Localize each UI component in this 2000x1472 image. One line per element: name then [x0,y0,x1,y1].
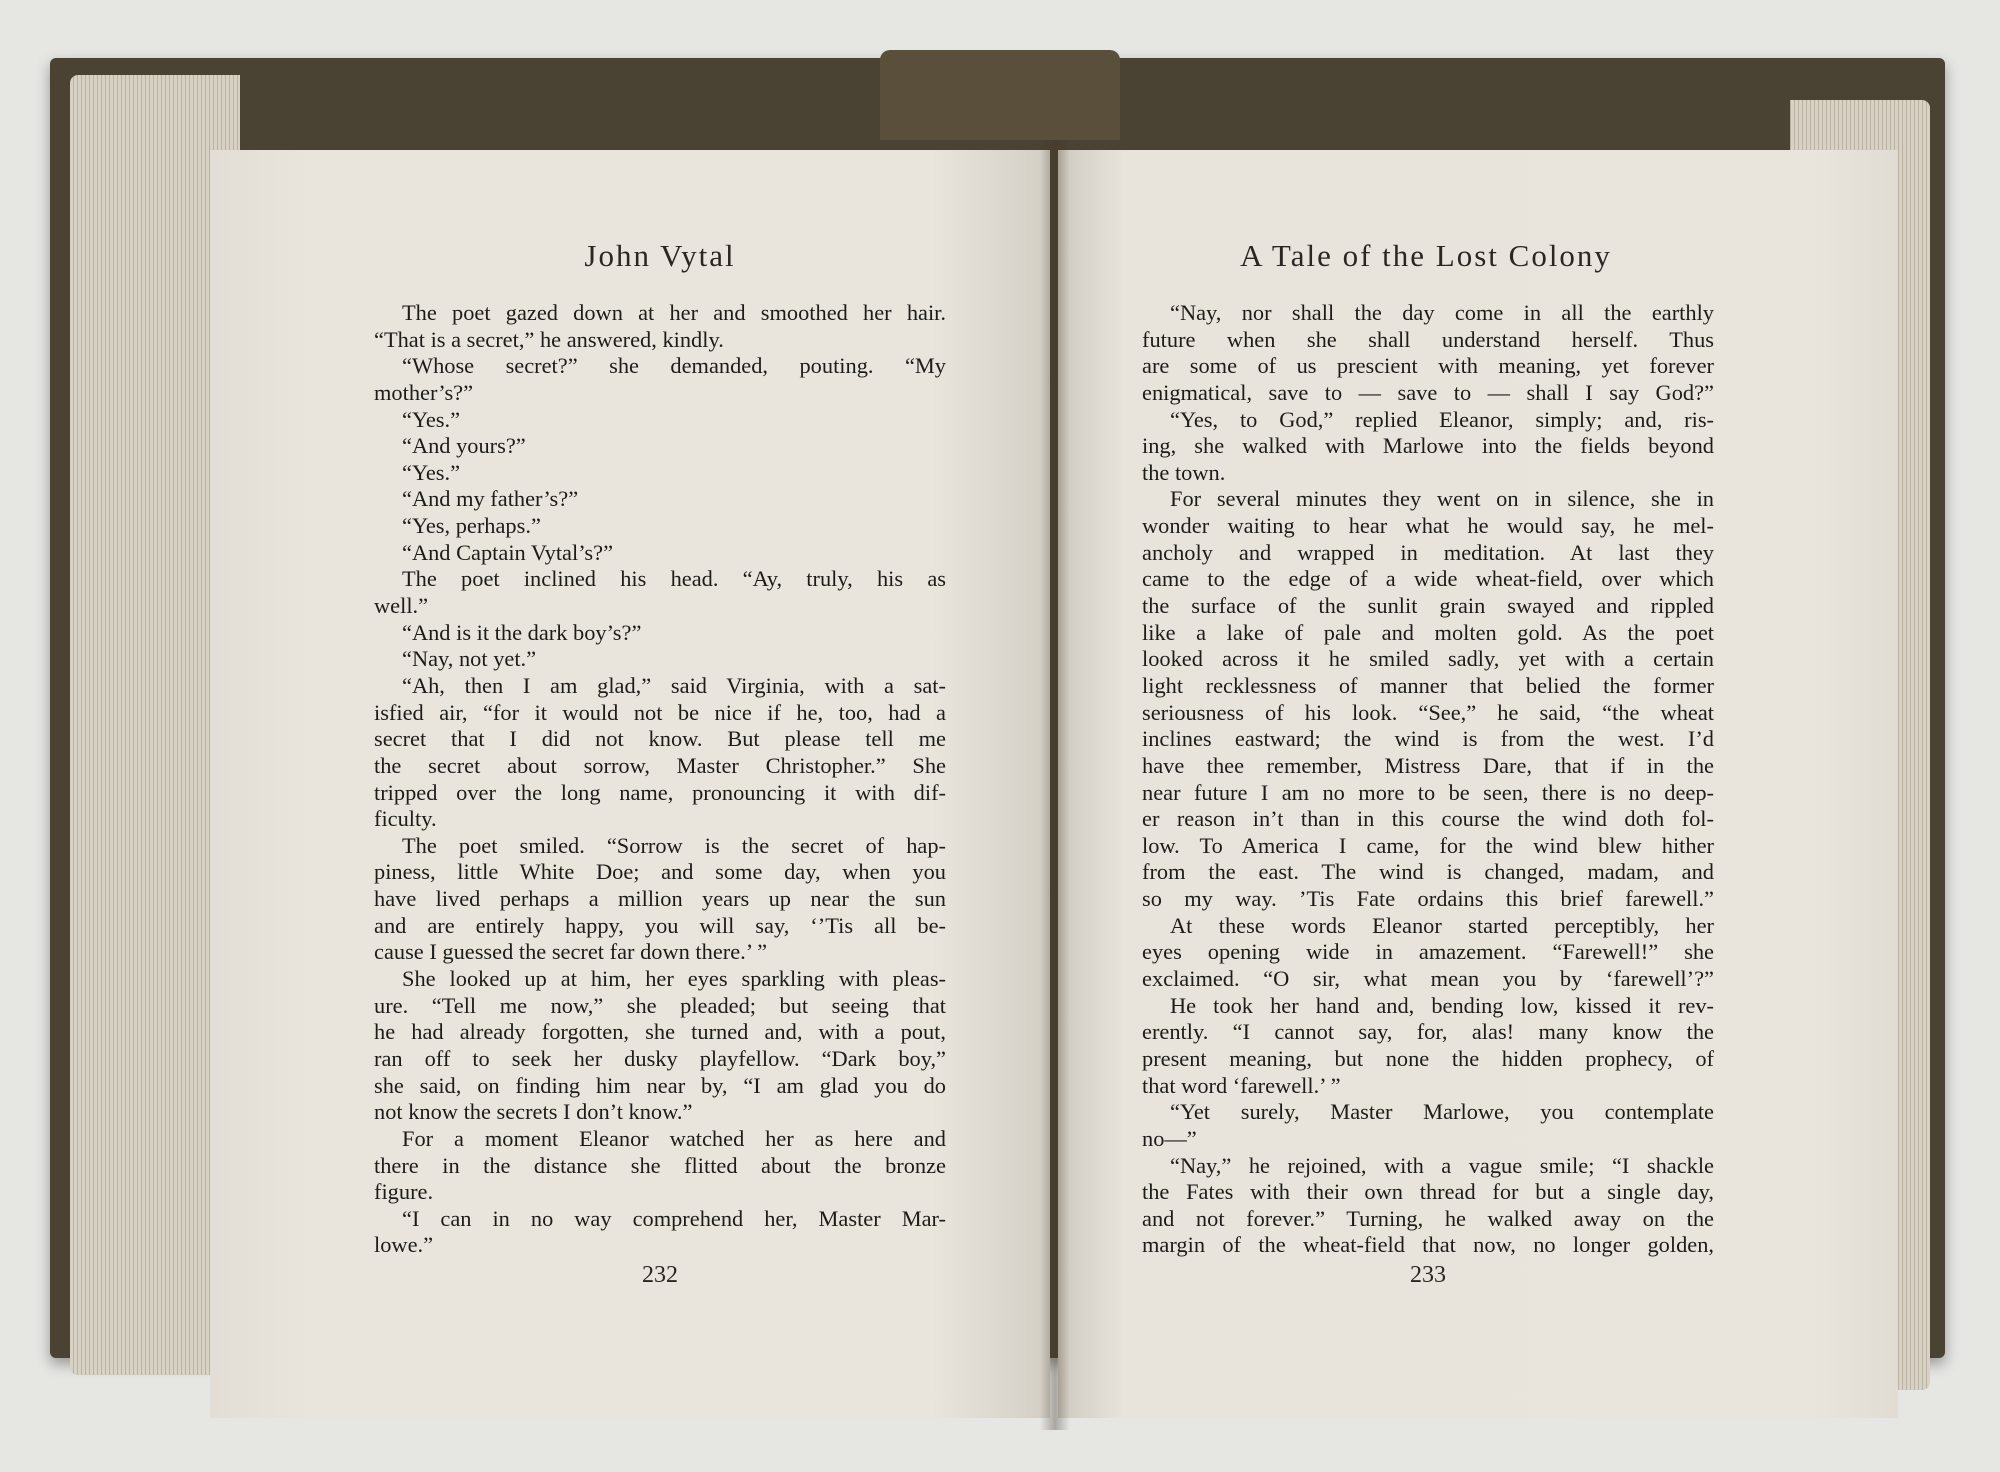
text-line: not know the secrets I don’t know.” [374,1099,693,1125]
text-line: have lived perhaps a million years up near the sun [374,886,946,912]
text-line: At these words Eleanor started perceptibly, her [1170,912,1714,938]
text-line: he had already forgotten, she turned and, with a pout, [374,1019,946,1045]
text-line: erently. “I cannot say, for, alas! many know the [1142,1019,1714,1045]
text-line: “Yes, perhaps.” [402,513,541,539]
text-line: from the east. The wind is changed, madam, and [1142,859,1714,885]
text-line: figure. [374,1179,434,1205]
text-line: and are entirely happy, you will say, ‘’Tis all be- [374,912,946,938]
text-line: “Yes.” [402,406,461,432]
text-line: wonder waiting to hear what he would say, he mel- [1142,513,1714,539]
text-line: “And Captain Vytal’s?” [402,539,614,565]
text-line: came to the edge of a wide wheat-field, over which [1142,566,1714,592]
text-line: “And is it the dark boy’s?” [402,619,642,645]
text-line: secret that I did not know. But please tell me [374,726,946,752]
text-line: inclines eastward; the wind is from the west. I’d [1142,726,1714,752]
text-line: the secret about sorrow, Master Christopher.” She [374,752,946,778]
text-line: The poet gazed down at her and smoothed her hair. [402,300,946,325]
text-line: cause I guessed the secret far down there.’ ” [374,939,768,965]
text-line: near future I am no more to be seen, there is no deep- [1142,779,1714,805]
left-body-text [374,300,946,1259]
text-line: that word ‘farewell.’ ” [1142,1072,1341,1098]
text-line: ancholy and wrapped in meditation. At last they [1142,539,1714,565]
text-line: well.” [374,593,429,619]
text-line: “Nay, not yet.” [402,646,537,672]
text-line: “Yet surely, Master Marlowe, you contemplate [1170,1099,1714,1125]
text-line: For a moment Eleanor watched her as here and [402,1125,946,1151]
text-line: eyes opening wide in amazement. “Farewell!” she [1142,939,1714,965]
right-body-text [1142,300,1714,1259]
text-line: isfied air, “for it would not be nice if he, too, had a [374,699,946,725]
text-line: mother’s?” [374,379,474,405]
text-line: no—” [1142,1125,1197,1151]
text-line: margin of the wheat-field that now, no longer golden, [1142,1232,1714,1258]
text-line: “Whose secret?” she demanded, pouting. “My [402,353,946,379]
text-line: He took her hand and, bending low, kissed it rev- [1170,992,1714,1018]
right-page-number: 233 [1410,1262,1446,1288]
text-line: seriousness of his look. “See,” he said, “the wheat [1142,699,1714,725]
text-line: For several minutes they went on in silence, she in [1170,486,1714,512]
text-line: exclaimed. “O sir, what mean you by ‘farewell’?” [1142,966,1714,992]
text-line: ure. “Tell me now,” she pleaded; but seeing that [374,992,946,1018]
text-line: “Yes.” [402,459,461,485]
text-line: “That is a secret,” he answered, kindly. [374,326,724,352]
text-line: like a lake of pale and molten gold. As the poet [1142,619,1714,645]
text-line: ran off to seek her dusky playfellow. “Dark boy,” [374,1045,946,1071]
left-running-head: John Vytal [584,238,736,273]
text-line: the Fates with their own thread for but a single day, [1142,1179,1714,1205]
text-line: and not forever.” Turning, he walked away on the [1142,1205,1714,1231]
text-line: have thee remember, Mistress Dare, that if in the [1142,752,1714,778]
text-line: “And yours?” [402,433,526,459]
text-line: er reason in’t than in this course the wind doth fol- [1142,806,1714,832]
text-line: The poet inclined his head. “Ay, truly, his as [402,566,946,592]
text-line: “Nay,” he rejoined, with a vague smile; “I shackle [1170,1152,1714,1178]
book-spine [880,50,1120,140]
text-line: tripped over the long name, pronouncing it with dif- [374,779,946,805]
text-line: The poet smiled. “Sorrow is the secret of hap- [402,832,946,858]
text-line: piness, little White Doe; and some day, when you [374,859,946,885]
text-line: so my way. ’Tis Fate ordains this brief farewell.” [1142,886,1714,912]
text-line: present meaning, but none the hidden prophecy, of [1142,1045,1714,1071]
text-line: “Ah, then I am glad,” said Virginia, with a sat- [402,672,946,698]
text-line: future when she shall understand herself. Thus [1142,326,1714,352]
text-line: “Nay, nor shall the day come in all the earthly [1170,300,1714,325]
right-running-head: A Tale of the Lost Colony [1240,238,1612,273]
text-line: the town. [1142,459,1226,485]
text-line: ficulty. [374,806,437,832]
gutter-fold [1040,140,1070,1430]
text-line: lowe.” [374,1232,434,1258]
text-line: she said, on finding him near by, “I am glad you do [374,1072,946,1098]
text-line: “Yes, to God,” replied Eleanor, simply; and, ris- [1170,406,1714,432]
text-line: ing, she walked with Marlowe into the fields beyond [1142,433,1714,459]
text-line: the surface of the sunlit grain swayed and rippled [1142,593,1714,619]
text-line: “I can in no way comprehend her, Master Mar- [402,1205,946,1231]
text-line: She looked up at him, her eyes sparkling with pleas- [402,966,946,992]
text-line: are some of us prescient with meaning, yet forever [1142,353,1714,379]
text-line: low. To America I came, for the wind blew hither [1142,832,1714,858]
text-line: enigmatical, save to — save to — shall I say God?” [1142,379,1714,405]
text-line: “And my father’s?” [402,486,579,512]
text-line: looked across it he smiled sadly, yet with a certain [1142,646,1714,672]
left-page-number: 232 [642,1262,678,1288]
text-line: there in the distance she flitted about the bronze [374,1152,946,1178]
text-line: light recklessness of manner that belied the former [1142,672,1714,698]
